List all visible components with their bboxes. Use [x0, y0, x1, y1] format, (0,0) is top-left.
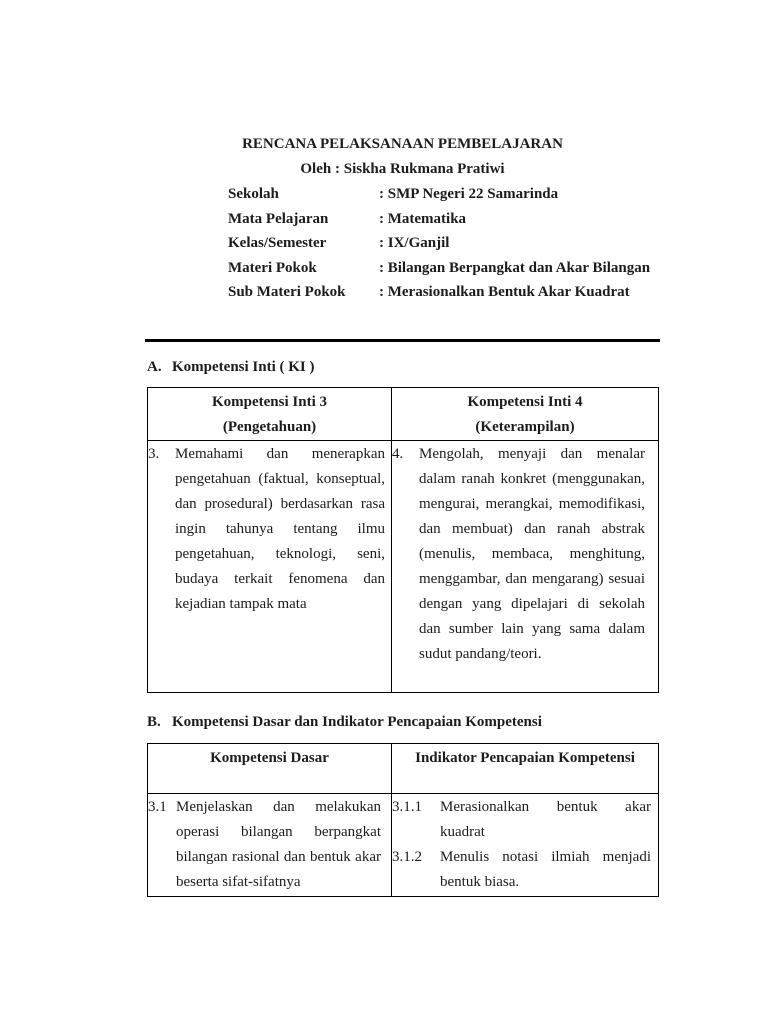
- kompetensi-inti-table: [147, 387, 659, 693]
- section-a-letter: A.: [147, 359, 162, 375]
- ki3-content-cell: [148, 441, 392, 693]
- indikator-header-text: Indikator Pencapaian Kompetensi: [415, 750, 635, 766]
- meta-row-sub-materi-pokok: [228, 280, 659, 305]
- ki3-item-number: 3.: [148, 446, 160, 462]
- ki4-header-cell: [392, 388, 659, 441]
- indikator-item-1: [392, 795, 658, 845]
- kd-item: [148, 795, 391, 895]
- section-a-heading: [147, 355, 315, 380]
- meta-value: : Merasionalkan Bentuk Akar Kuadrat: [379, 284, 630, 300]
- ki3-header-line2: (Pengetahuan): [222, 419, 317, 435]
- page-title: RENCANA PELAKSANAAN PEMBELAJARAN: [242, 136, 563, 152]
- meta-value: : Matematika: [379, 210, 467, 227]
- section-b-letter: B.: [147, 714, 161, 730]
- ki4-item-text: Mengolah, menyaji dan menalar dalam ranah konkret (menggunakan, mengurai, merangkai, memodifikasi, dan membuat) dan ranah abstrak (menulis, membaca, menghitung, menggambar, dan mengarang) sesuai dengan yang dipelajari di sekolah dan sumber lain yang sama dalam sudut pandang/teori.: [419, 446, 645, 662]
- kd-content-cell: [148, 794, 392, 897]
- ki4-item-number: 4.: [392, 446, 404, 462]
- meta-label: Mata Pelajaran: [228, 210, 329, 227]
- table-a-body-row: [148, 441, 659, 693]
- indikator-1-text: Merasionalkan bentuk akar kuadrat: [440, 799, 651, 840]
- meta-value: : Bilangan Berpangkat dan Akar Bilangan: [379, 259, 651, 276]
- meta-label: Sub Materi Pokok: [228, 284, 346, 300]
- document-content: [146, 0, 659, 1024]
- kd-item-text: Menjelaskan dan melakukan operasi bilangan berpangkat bilangan rasional dan bentuk akar beserta sifat-sifatnya: [176, 799, 381, 890]
- section-b-heading: [147, 710, 542, 735]
- table-b-header-row: [148, 744, 659, 794]
- ki4-header-line2: (Keterampilan): [475, 419, 575, 435]
- meta-row-kelas-semester: [228, 231, 659, 256]
- kd-header-text: Kompetensi Dasar: [210, 750, 329, 766]
- meta-row-mata-pelajaran: [228, 207, 659, 232]
- meta-label: Kelas/Semester: [228, 235, 327, 251]
- meta-row-materi-pokok: [228, 256, 659, 281]
- ki4-header-line1: Kompetensi Inti 4: [467, 394, 583, 410]
- kd-header-cell: [148, 744, 392, 794]
- ki3-header-line1: Kompetensi Inti 3: [211, 394, 327, 410]
- author-byline: Oleh : Siskha Rukmana Pratiwi: [300, 161, 505, 177]
- section-a-title: Kompetensi Inti ( KI ): [172, 359, 315, 375]
- ki3-item-text: Memahami dan menerapkan pengetahuan (faktual, konseptual, dan prosedural) berdasarkan rasa ingin tahunya tentang ilmu pengetahuan, teknologi, seni, budaya terkait fenomena dan kejadian tampak mata: [175, 446, 385, 612]
- ki3-header-cell: [148, 388, 392, 441]
- table-a-header-row: [148, 388, 659, 441]
- meta-value: : SMP Negeri 22 Samarinda: [379, 186, 559, 202]
- indikator-content-cell: [392, 794, 659, 897]
- meta-label: Sekolah: [228, 186, 279, 202]
- ki4-item: [392, 442, 658, 667]
- ki4-content-cell: [392, 441, 659, 693]
- divider-rule: [145, 339, 660, 342]
- indikator-2-number: 3.1.2: [392, 849, 422, 865]
- document-header: [146, 132, 659, 182]
- document-meta-list: [228, 182, 659, 305]
- indikator-2-text: Menulis notasi ilmiah menjadi bentuk biasa.: [440, 849, 651, 890]
- kompetensi-dasar-table: [147, 743, 659, 897]
- ki3-item: [148, 442, 391, 617]
- section-b-title: Kompetensi Dasar dan Indikator Pencapaian Kompetensi: [172, 714, 542, 730]
- kd-item-number: 3.1: [148, 799, 167, 815]
- indikator-header-cell: [392, 744, 659, 794]
- meta-label: Materi Pokok: [228, 259, 317, 276]
- meta-value: : IX/Ganjil: [379, 235, 450, 251]
- table-b-body-row: [148, 794, 659, 897]
- meta-row-sekolah: [228, 182, 659, 207]
- indikator-1-number: 3.1.1: [392, 799, 422, 815]
- indikator-item-2: [392, 845, 658, 895]
